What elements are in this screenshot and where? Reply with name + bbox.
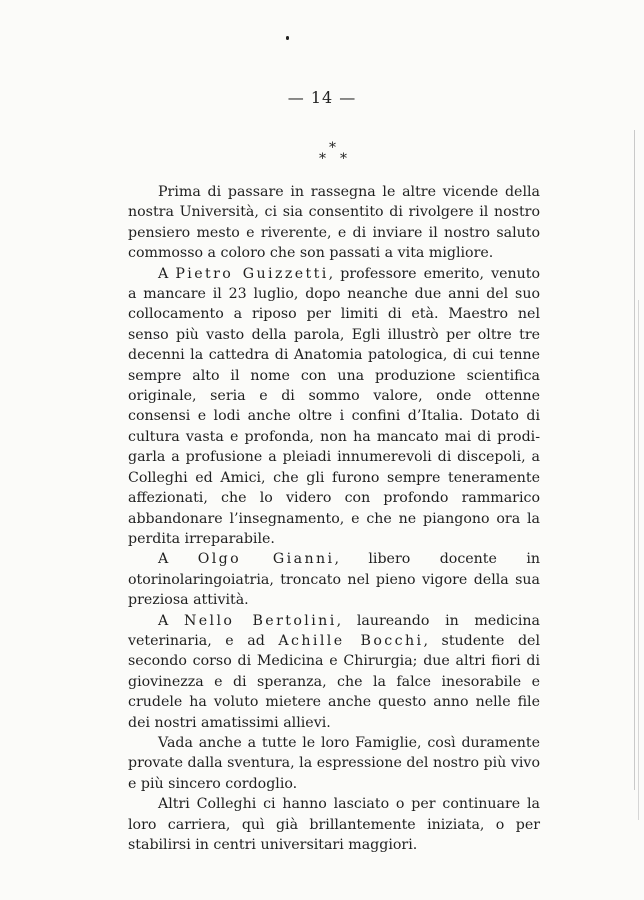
asterism-star: * — [340, 151, 347, 167]
paragraph — [128, 794, 540, 855]
asterism-star: * — [319, 151, 326, 167]
paragraph-text: , professore emerito, venuto a mancare il 23 luglio, dopo neanche due anni del suo collocamento a riposo per limiti di età. Maestro nel senso più vasto della parola, Egli illustrò per oltre tre decenni la cattedra di Anatomia patologica, di cui tenne sempre alto il nome con una produzione scientifica originale, seria e di sommo valore, onde ottenne consensi e lodi anche oltre i confini d’Italia. Dotato di cultura vasta e profonda, non ha mancato mai di prodigarla a profusione a pleiadi innumerevoli di discepoli, a Colleghi ed Amici, che gli furono sempre teneramente affezionati, che lo videro con profondo rammarico abbandonare l’insegnamento, e che ne piangono ora la perdita irreparabile. — [128, 265, 540, 547]
paragraph-lead: A — [158, 551, 198, 568]
asterism-star: * — [329, 140, 336, 156]
ink-speck — [286, 36, 289, 40]
paragraph-text: , libero docente in otorinolaringoiatria, troncato nel pieno vigore della sua preziosa attività. — [128, 551, 541, 609]
paragraph-text: Vada anche a tutte le loro Famiglie, così duramente provate dalla sventura, la espressione del nostro più vivo e più sincero cordoglio. — [128, 734, 540, 792]
person-name: Pietro Guizzetti — [175, 265, 329, 282]
person-name: Achille Bocchi — [278, 632, 424, 649]
paragraph-lead: A — [158, 265, 176, 282]
paragraph-text: Prima di passare in rassegna le altre vicende della nostra Università, ci sia consentito di rivolgere il nostro pensiero mesto e riverente, e di inviare il nostro saluto commosso a coloro che son passati a vita migliore. — [128, 184, 540, 262]
page-number: — 14 — — [287, 88, 357, 107]
paragraph-lead: A — [158, 612, 184, 629]
person-name: Nello Bertolini — [183, 612, 337, 629]
paragraph-text: Altri Colleghi ci hanno lasciato o per continuare la loro carriera, quì già brillantemente iniziata, o per stabilirsi in centri universitari maggiori. — [128, 796, 540, 853]
paragraph — [128, 611, 540, 733]
body-text — [128, 182, 540, 855]
page-edge-line — [634, 130, 635, 790]
paragraph — [128, 264, 540, 550]
paragraph — [128, 733, 540, 794]
paragraph-text: , laureando in medicina veterinaria, e ad — [128, 612, 540, 649]
person-name: Olgo Gianni — [197, 551, 335, 568]
paragraph-text: , studente del secondo corso di Medicina e Chirurgia; due altri fiori di giovinezza e di speranza, che la falce inesorabile e crudele ha voluto mietere anche questo anno nelle file dei nostri amatissimi allievi. — [128, 632, 540, 731]
page-edge-line — [638, 300, 639, 820]
paragraph — [128, 182, 540, 264]
paragraph — [128, 549, 540, 610]
asterism-separator — [315, 141, 355, 171]
